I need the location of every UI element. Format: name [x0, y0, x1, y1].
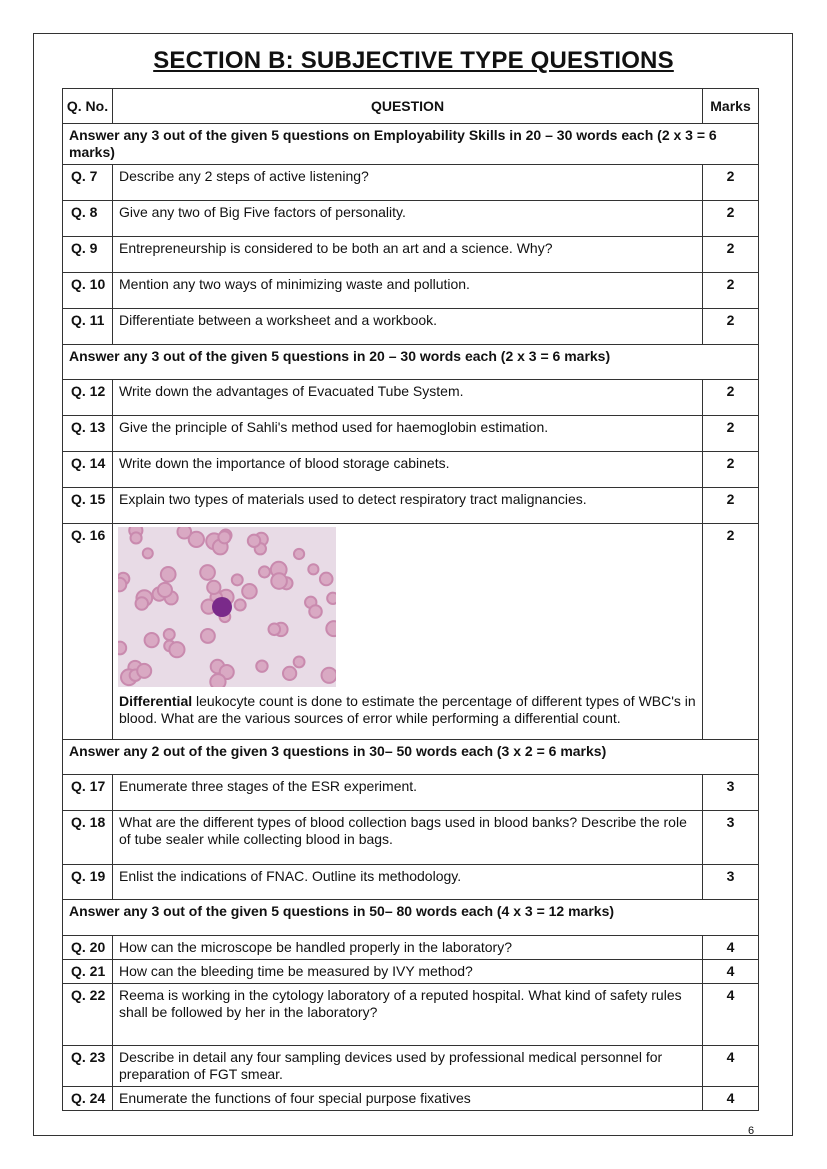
question-number: Q. 16	[63, 524, 113, 740]
question-text-rest: leukocyte count is done to estimate the percentage of different types of WBC's in blood. What are the various sources of error while performing a differential count.	[119, 693, 696, 726]
section-instruction-row	[63, 900, 759, 936]
blood-smear-image	[118, 527, 336, 687]
question-row	[63, 984, 759, 1046]
question-number: Q. 13	[63, 416, 113, 452]
question-text: Enumerate the functions of four special purpose fixatives	[113, 1087, 703, 1111]
question-number: Q. 9	[63, 237, 113, 273]
question-text: Entrepreneurship is considered to be both an art and a science. Why?	[113, 237, 703, 273]
question-text: Write down the importance of blood storage cabinets.	[113, 452, 703, 488]
question-marks: 2	[703, 309, 759, 345]
question-marks: 4	[703, 984, 759, 1046]
table-header-row	[63, 89, 759, 124]
question-number: Q. 23	[63, 1046, 113, 1087]
question-text: What are the different types of blood collection bags used in blood banks? Describe the role of tube sealer while collecting blood in bags.	[113, 811, 703, 865]
question-marks: 4	[703, 960, 759, 984]
question-row	[63, 1087, 759, 1111]
question-number: Q. 8	[63, 201, 113, 237]
question-text: Explain two types of materials used to detect respiratory tract malignancies.	[113, 488, 703, 524]
question-marks: 2	[703, 416, 759, 452]
question-number: Q. 19	[63, 865, 113, 900]
question-row	[63, 380, 759, 416]
header-question: QUESTION	[113, 89, 703, 124]
question-row	[63, 865, 759, 900]
question-marks: 4	[703, 1087, 759, 1111]
question-text: Write down the advantages of Evacuated Tube System.	[113, 380, 703, 416]
question-row	[63, 524, 759, 740]
wbc-cell	[212, 597, 232, 617]
question-row	[63, 1046, 759, 1087]
question-text: How can the bleeding time be measured by IVY method?	[113, 960, 703, 984]
question-number: Q. 14	[63, 452, 113, 488]
header-marks: Marks	[703, 89, 759, 124]
question-marks: 2	[703, 488, 759, 524]
question-marks: 3	[703, 865, 759, 900]
question-text: Describe any 2 steps of active listening?	[113, 165, 703, 201]
question-row	[63, 237, 759, 273]
question-number: Q. 7	[63, 165, 113, 201]
question-text-bold: Differential	[119, 693, 193, 709]
question-row	[63, 960, 759, 984]
section-instruction-row	[63, 740, 759, 775]
question-number: Q. 22	[63, 984, 113, 1046]
question-text: Give the principle of Sahli's method used for haemoglobin estimation.	[113, 416, 703, 452]
question-text	[113, 524, 703, 740]
question-text: Enlist the indications of FNAC. Outline its methodology.	[113, 865, 703, 900]
question-marks: 3	[703, 811, 759, 865]
question-number: Q. 15	[63, 488, 113, 524]
question-marks: 3	[703, 775, 759, 811]
question-marks: 2	[703, 524, 759, 740]
section-instruction: Answer any 3 out of the given 5 questions on Employability Skills in 20 – 30 words each (2 x 3 = 6 marks)	[63, 124, 759, 165]
question-marks: 2	[703, 201, 759, 237]
question-text: Mention any two ways of minimizing waste and pollution.	[113, 273, 703, 309]
question-marks: 4	[703, 936, 759, 960]
question-number: Q. 12	[63, 380, 113, 416]
section-instruction: Answer any 2 out of the given 3 questions in 30– 50 words each (3 x 2 = 6 marks)	[63, 740, 759, 775]
question-number: Q. 17	[63, 775, 113, 811]
section-instruction: Answer any 3 out of the given 5 questions in 20 – 30 words each (2 x 3 = 6 marks)	[63, 345, 759, 380]
question-text: Reema is working in the cytology laboratory of a reputed hospital. What kind of safety rules shall be followed by her in the laboratory?	[113, 984, 703, 1046]
question-row	[63, 488, 759, 524]
question-number: Q. 21	[63, 960, 113, 984]
question-marks: 2	[703, 273, 759, 309]
question-marks: 2	[703, 452, 759, 488]
page-number: 6	[748, 1125, 755, 1137]
question-row	[63, 309, 759, 345]
question-marks: 2	[703, 237, 759, 273]
question-text: Give any two of Big Five factors of personality.	[113, 201, 703, 237]
question-number: Q. 18	[63, 811, 113, 865]
question-number: Q. 10	[63, 273, 113, 309]
question-row	[63, 165, 759, 201]
question-marks: 2	[703, 165, 759, 201]
question-text: Differentiate between a worksheet and a workbook.	[113, 309, 703, 345]
question-row	[63, 775, 759, 811]
question-row	[63, 811, 759, 865]
section-instruction-row	[63, 345, 759, 380]
question-row	[63, 936, 759, 960]
question-text: Describe in detail any four sampling devices used by professional medical personnel for preparation of FGT smear.	[113, 1046, 703, 1087]
question-text: How can the microscope be handled properly in the laboratory?	[113, 936, 703, 960]
question-row	[63, 452, 759, 488]
question-number: Q. 24	[63, 1087, 113, 1111]
section-title: SECTION B: SUBJECTIVE TYPE QUESTIONS	[153, 47, 674, 74]
section-instruction-row	[63, 124, 759, 165]
question-text: Enumerate three stages of the ESR experiment.	[113, 775, 703, 811]
question-row	[63, 273, 759, 309]
header-qno: Q. No.	[63, 89, 113, 124]
question-marks: 4	[703, 1046, 759, 1087]
question-marks: 2	[703, 380, 759, 416]
question-row	[63, 201, 759, 237]
section-instruction: Answer any 3 out of the given 5 questions in 50– 80 words each (4 x 3 = 12 marks)	[63, 900, 759, 936]
question-number: Q. 11	[63, 309, 113, 345]
question-number: Q. 20	[63, 936, 113, 960]
question-row	[63, 416, 759, 452]
questions-table	[62, 88, 759, 1111]
